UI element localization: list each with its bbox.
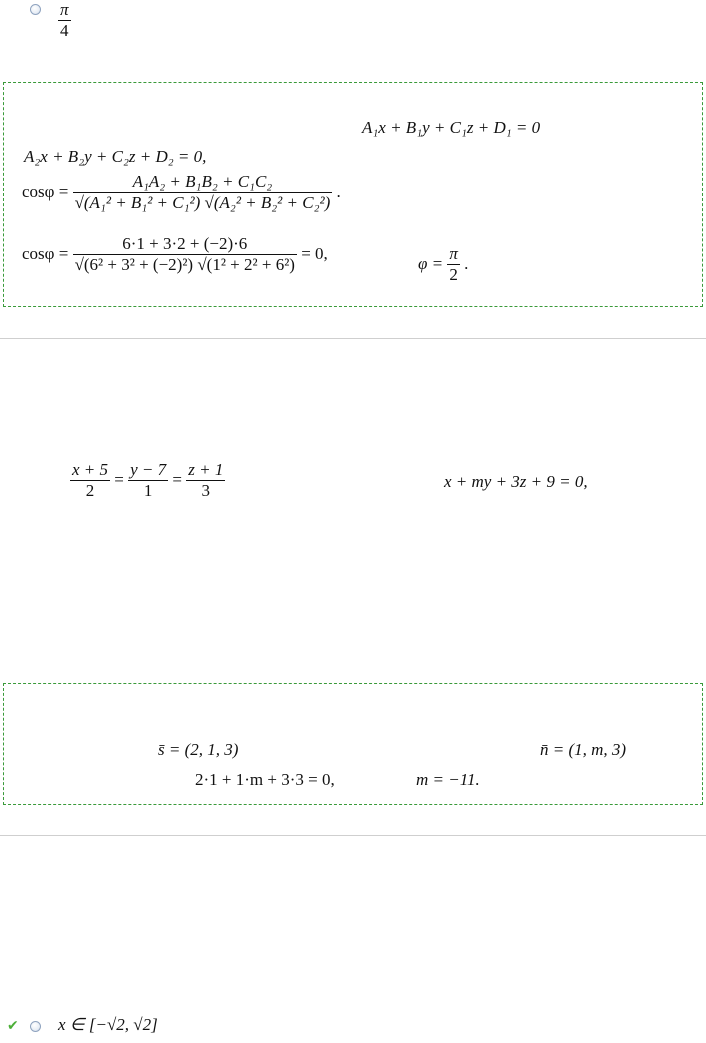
cos-numeric-formula — [22, 234, 328, 274]
divider-2 — [0, 835, 706, 836]
phi-result — [418, 244, 468, 284]
m-value: m = −11. — [416, 770, 480, 789]
answer-radio-pi-over-4[interactable] — [30, 4, 41, 15]
correct-check-icon: ✔ — [7, 1018, 19, 1034]
phi-denominator: 2 — [449, 264, 458, 284]
line-numerator-1: x + 5 — [72, 460, 109, 479]
orthogonality-equation: 2·1 + 1·m + 3·3 = 0, — [195, 770, 335, 789]
answer-radio-interval[interactable] — [30, 1021, 41, 1032]
line-numerator-2: y − 7 — [130, 460, 167, 479]
phi-label: φ = — [418, 254, 444, 274]
cos-formula-end: . — [336, 182, 341, 202]
option-numerator: π — [60, 0, 69, 19]
phi-end: . — [464, 254, 469, 274]
option-denominator: 4 — [60, 20, 69, 40]
phi-numerator: π — [449, 244, 458, 263]
cos-result: = 0, — [301, 244, 328, 264]
line-denominator-3: 3 — [201, 480, 211, 500]
line-numerator-3: z + 1 — [188, 460, 224, 479]
plane-equation-with-m: x + my + 3z + 9 = 0, — [444, 472, 588, 491]
cos-values-denominator: √(6² + 3² + (−2)²) √(1² + 2² + 6²) — [74, 254, 295, 274]
divider-1 — [0, 338, 706, 339]
cos-values-numerator: 6·1 + 3·2 + (−2)·6 — [122, 234, 248, 253]
plane1-equation: A₁x + B₁y + C₁z + D₁ = 0 — [362, 118, 541, 137]
line-denominator-1: 2 — [85, 480, 95, 500]
line-denominator-2: 1 — [143, 480, 153, 500]
cos-label: cosφ = — [22, 182, 69, 202]
cos-formula-denominator: √(A₁² + B₁² + C₁²) √(A₂² + B₂² + C₂²) — [74, 192, 331, 212]
cos-label-2: cosφ = — [22, 244, 69, 264]
plane2-equation: A₂x + B₂y + C₂z + D₂ = 0, — [24, 147, 207, 166]
cos-formula-numerator: A₁A₂ + B₁B₂ + C₁C₂ — [132, 172, 273, 191]
equals-sign: = — [172, 470, 182, 490]
normal-vector: n̄ = (1, m, 3) — [540, 740, 627, 759]
direction-vector: s̄ = (2, 1, 3) — [158, 740, 239, 759]
cos-general-formula — [22, 172, 341, 212]
option-pi-over-4 — [58, 0, 71, 40]
equals-sign: = — [114, 470, 124, 490]
line-canonical-equation — [70, 460, 225, 500]
option-interval: x ∈ [−√2, √2] — [58, 1015, 158, 1034]
